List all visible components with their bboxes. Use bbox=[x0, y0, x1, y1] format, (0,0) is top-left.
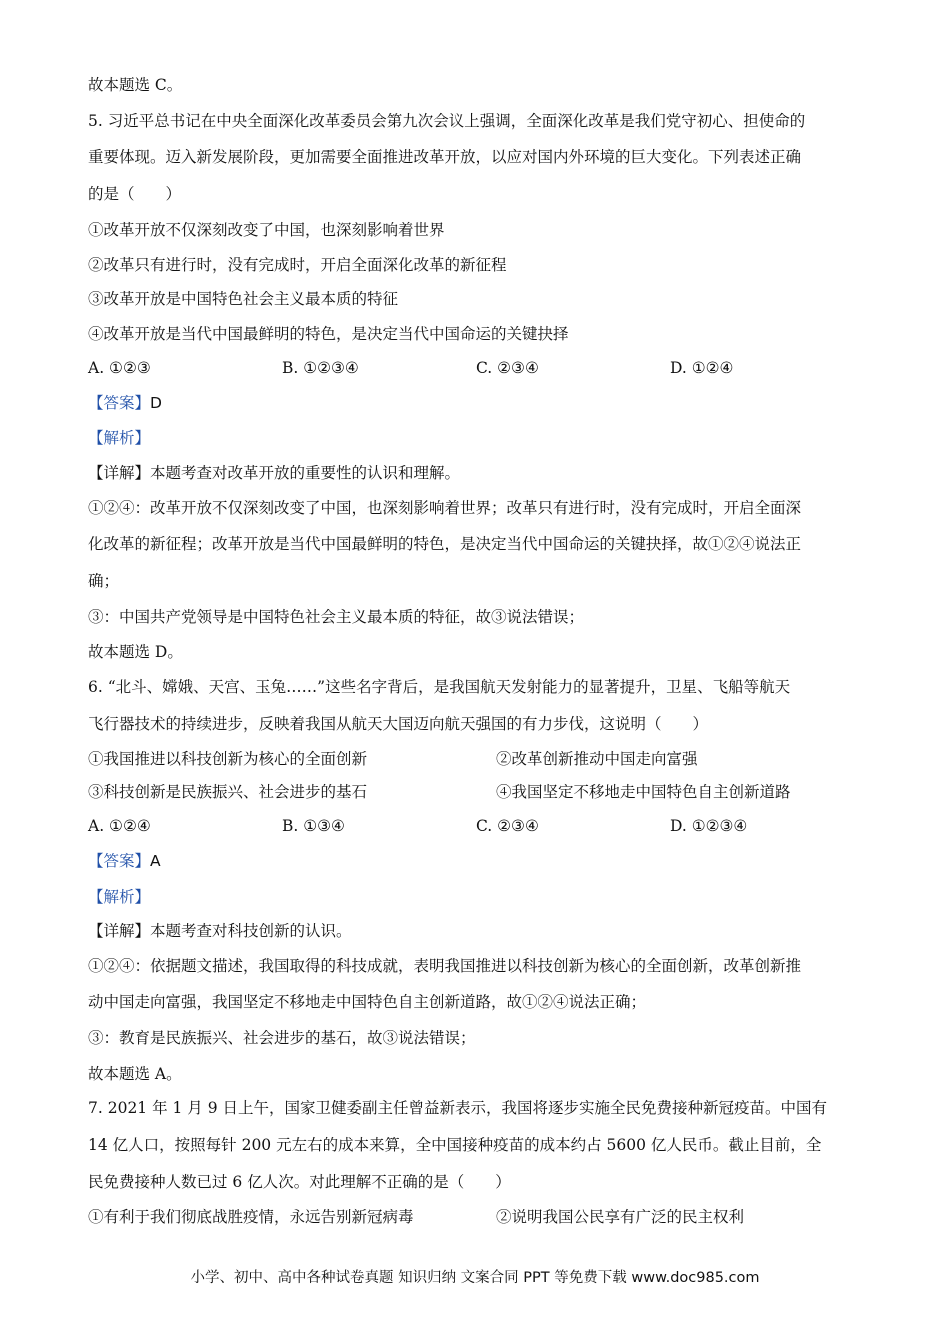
detail-text: 本题考查对科技创新的认识。 bbox=[150, 922, 352, 940]
q5-item: ①改革开放不仅深刻改变了中国，也深刻影响着世界 bbox=[88, 221, 445, 239]
q5-item: ④改革开放是当代中国最鲜明的特色，是决定当代中国命运的关键抉择 bbox=[88, 325, 569, 343]
q6-stem-line: 飞行器技术的持续进步，反映着我国从航天大国迈向航天强国的有力步伐，这说明（ ） bbox=[88, 715, 709, 733]
q6-option-a: A. ①②④ bbox=[88, 817, 151, 835]
q5-answer bbox=[88, 392, 862, 414]
q6-item: ③科技创新是民族振兴、社会进步的基石 bbox=[88, 783, 368, 801]
q6-conclusion: 故本题选 A。 bbox=[88, 1065, 182, 1083]
answer-tag: 【答案】 bbox=[88, 852, 151, 870]
q5-explanation-line: 化改革的新征程；改革开放是当代中国最鲜明的特色，是决定当代中国命运的关键抉择，故①②④说法正 bbox=[88, 535, 802, 553]
q5-item: ②改革只有进行时，没有完成时，开启全面深化改革的新征程 bbox=[88, 256, 507, 274]
detail-tag: 【详解】 bbox=[88, 922, 151, 940]
answer-value: A bbox=[150, 852, 161, 870]
q6-item: ②改革创新推动中国走向富强 bbox=[496, 750, 698, 768]
q6-item: ①我国推进以科技创新为核心的全面创新 bbox=[88, 750, 368, 768]
q6-item: ④我国坚定不移地走中国特色自主创新道路 bbox=[496, 783, 791, 801]
q5-stem-line: 的是（ ） bbox=[88, 185, 182, 203]
q6-stem-line: 6. “北斗、嫦娥、天宫、玉兔……”这些名字背后，是我国航天发射能力的显著提升，卫星、飞船等航天 bbox=[88, 678, 791, 696]
q6-option-b: B. ①③④ bbox=[282, 817, 345, 835]
q7-item: ②说明我国公民享有广泛的民主权利 bbox=[496, 1208, 745, 1226]
q6-explanation-line: 动中国走向富强，我国坚定不移地走中国特色自主创新道路，故①②④说法正确； bbox=[88, 993, 647, 1011]
page-footer: 小学、初中、高中各种试卷真题 知识归纳 文案合同 PPT 等免费下载 www.doc985.com bbox=[190, 1270, 760, 1286]
q5-option-b: B. ①②③④ bbox=[282, 359, 359, 377]
q6-option-d: D. ①②③④ bbox=[670, 817, 748, 835]
q6-answer bbox=[88, 850, 862, 872]
q7-stem-line: 14 亿人口，按照每针 200 元左右的成本来算，全中国接种疫苗的成本约占 5600 亿人民币。截止目前，全 bbox=[88, 1136, 822, 1154]
q5-explanation-line: 确； bbox=[88, 572, 120, 590]
q5-analysis-tag: 【解析】 bbox=[88, 429, 151, 447]
q4-conclusion: 故本题选 C。 bbox=[88, 76, 183, 94]
q7-stem-line: 7. 2021 年 1 月 9 日上午，国家卫健委副主任曾益新表示，我国将逐步实施全民免费接种新冠疫苗。中国有 bbox=[88, 1099, 828, 1117]
q6-analysis-tag: 【解析】 bbox=[88, 888, 151, 906]
q5-item: ③改革开放是中国特色社会主义最本质的特征 bbox=[88, 290, 399, 308]
detail-tag: 【详解】 bbox=[88, 464, 151, 482]
q5-conclusion: 故本题选 D。 bbox=[88, 643, 183, 661]
answer-value: D bbox=[150, 394, 162, 412]
q5-option-c: C. ②③④ bbox=[476, 359, 539, 377]
q5-stem-line: 重要体现。迈入新发展阶段，更加需要全面推进改革开放，以应对国内外环境的巨大变化。下列表述正确 bbox=[88, 148, 802, 166]
q6-detail bbox=[88, 920, 862, 942]
q5-option-d: D. ①②④ bbox=[670, 359, 734, 377]
q7-stem-line: 民免费接种人数已过 6 亿人次。对此理解不正确的是（ ） bbox=[88, 1173, 511, 1191]
q6-option-c: C. ②③④ bbox=[476, 817, 539, 835]
q5-option-a: A. ①②③ bbox=[88, 359, 151, 377]
detail-text: 本题考查对改革开放的重要性的认识和理解。 bbox=[150, 464, 461, 482]
q5-detail bbox=[88, 462, 862, 484]
answer-tag: 【答案】 bbox=[88, 394, 151, 412]
q6-explanation-line: ①②④：依据题文描述，我国取得的科技成就，表明我国推进以科技创新为核心的全面创新，改革创新推 bbox=[88, 957, 802, 975]
q7-item: ①有利于我们彻底战胜疫情，永远告别新冠病毒 bbox=[88, 1208, 414, 1226]
q5-explanation-line: ③：中国共产党领导是中国特色社会主义最本质的特征，故③说法错误； bbox=[88, 608, 585, 626]
q5-explanation-line: ①②④：改革开放不仅深刻改变了中国，也深刻影响着世界；改革只有进行时，没有完成时，开启全面深 bbox=[88, 499, 802, 517]
q6-explanation-line: ③：教育是民族振兴、社会进步的基石，故③说法错误； bbox=[88, 1029, 476, 1047]
q5-stem-line: 5. 习近平总书记在中央全面深化改革委员会第九次会议上强调，全面深化改革是我们党守初心、担使命的 bbox=[88, 112, 806, 130]
